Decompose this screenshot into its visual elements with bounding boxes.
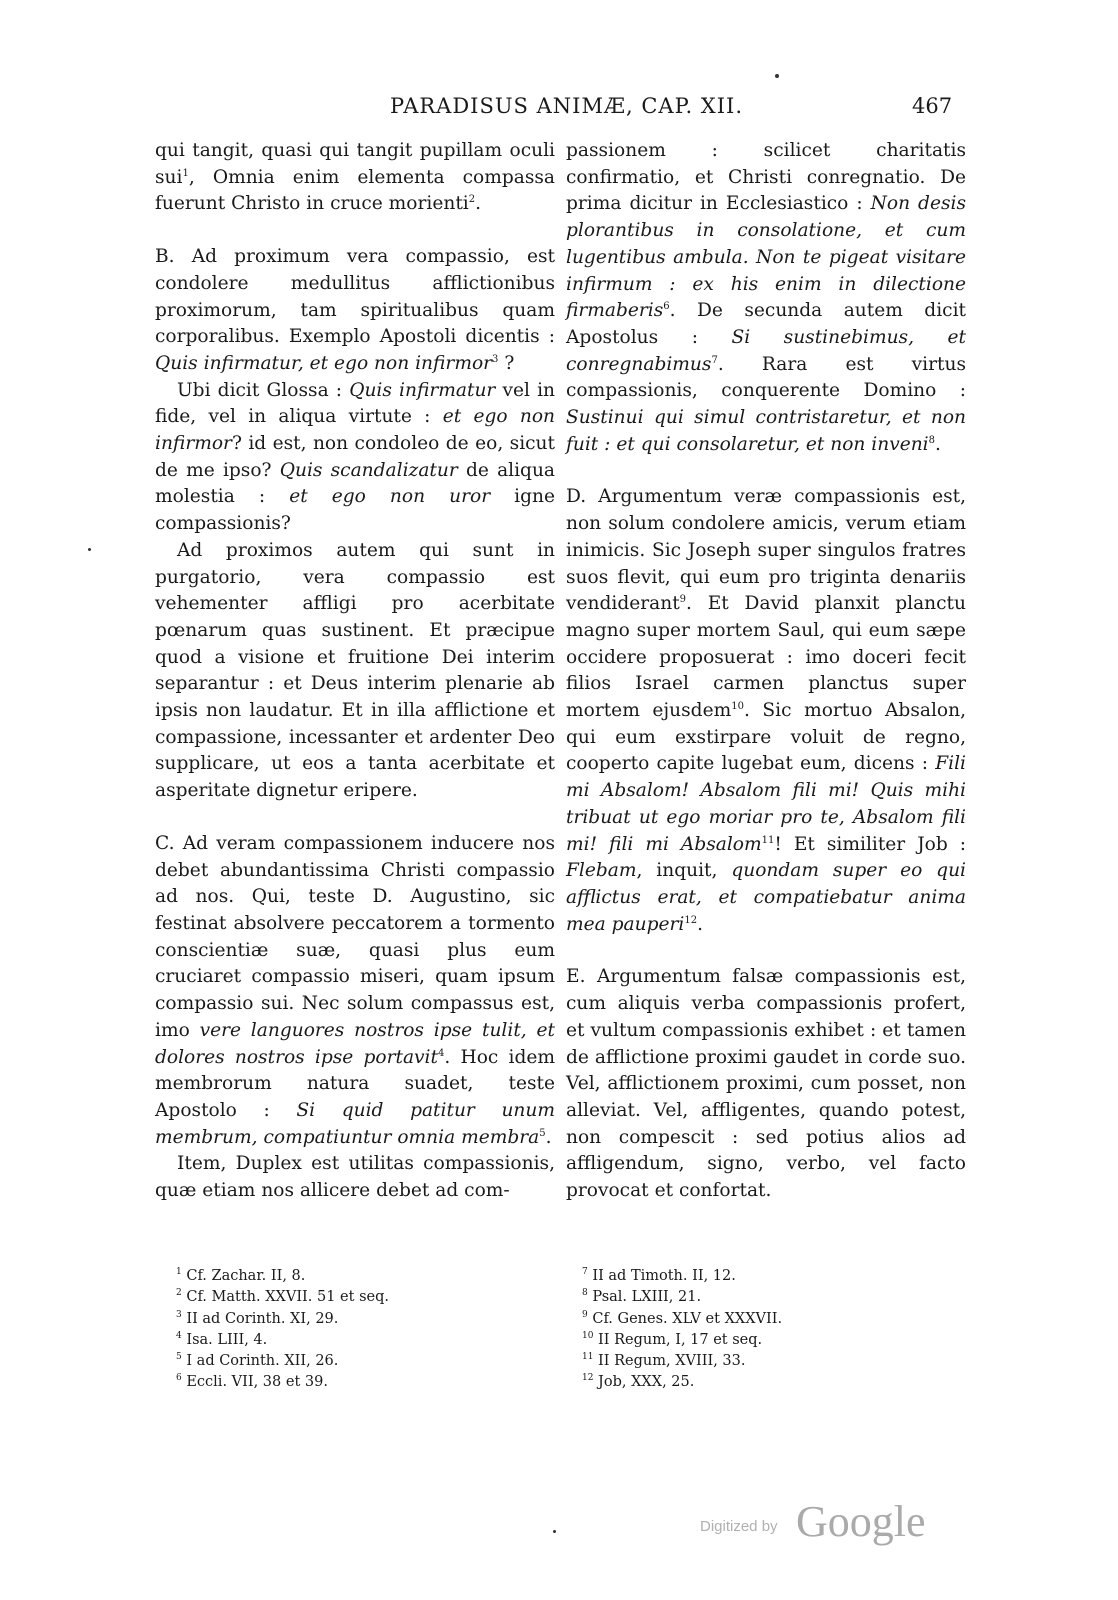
footnote — [176, 1372, 556, 1393]
text-run: . — [475, 193, 482, 215]
italic-quote: vere languores nostros ipse tulit, et dolores nostros ipse portavit — [155, 1019, 555, 1068]
italic-quote: Non desis plorantibus in consolatione, et cum lugentibus ambula. Non te pigeat visitare infirmum : ex his enim in dilectione firmaberis — [566, 193, 966, 322]
footnote — [176, 1287, 556, 1308]
watermark-prefix: Digitized by — [700, 1518, 778, 1535]
text-run: Item, Duplex est utilitas compassionis, quæ etiam nos allicere debet ad com- — [155, 1153, 555, 1202]
footnote-number: 4 — [176, 1331, 182, 1342]
footnote-number: 6 — [176, 1373, 182, 1384]
footnote-ref: 11 — [761, 834, 775, 846]
footnote-text: Cf. Genes. XLV et XXXVII. — [587, 1310, 783, 1327]
footnote-number: 1 — [176, 1267, 182, 1278]
footnote — [582, 1309, 962, 1330]
footnote-number: 5 — [176, 1352, 182, 1363]
text-run: passionem : scilicet charitatis confirmatio, et Christi conregnatio. De prima dicitur in Ecclesiastico : — [566, 140, 966, 215]
text-run: . De secunda autem dicit Apostolus : — [566, 300, 966, 348]
google-logo: Google — [796, 1497, 926, 1546]
text-run: D. Argumentum veræ compassionis est, non solum condolere amicis, verum etiam inimicis. Sic Joseph super singulos fratres suos flevit, qui eum pro triginta denariis vendiderant — [566, 486, 966, 615]
footnote — [582, 1287, 962, 1308]
text-run: E. Argumentum falsæ compassionis est, cum aliquis verba compassionis profert, et vultum compassionis exhibet : et tamen de afflictione proximi gaudet in corde suo. Vel, afflictionem proximi, cum posset, non alleviat. Vel, affligentes, quando potest, non compescit : sed potius alios ad affligendum, signo, verbo, vel facto provocat et confortat. — [566, 966, 966, 1202]
italic-quote: Sustinui qui simul contristaretur, et non fuit : et qui consolaretur, et non inveni — [566, 407, 966, 455]
italic-quote: Si sustinebimus, et conregnabimus — [566, 326, 966, 375]
scan-speck — [775, 74, 779, 78]
text-run: . Rara est virtus compassionis, conquerente Domino : — [566, 353, 966, 402]
paragraph — [155, 538, 555, 805]
paragraph — [155, 1151, 555, 1204]
footnote — [582, 1372, 962, 1393]
footnote-text: II ad Corinth. XI, 29. — [181, 1310, 339, 1327]
footnote-ref: 3 — [492, 353, 499, 365]
text-run: C. Ad veram compassionem inducere nos debet abundantissima Christi compassio ad nos. Qui, teste D. Augustino, sic festinat absolvere peccatorem a tormento conscientiæ suæ, quasi plus eum cruciaret compassio miseri, quam ipsum compassio sui. Nec solum compassus est, imo — [155, 832, 555, 1041]
italic-quote: et ego non infirmor — [155, 406, 555, 455]
footnote-number: 8 — [582, 1288, 588, 1299]
digitized-by-google-watermark — [700, 1496, 940, 1544]
footnote-number: 11 — [582, 1352, 594, 1363]
footnote-number: 2 — [176, 1288, 182, 1299]
footnote-ref: 8 — [928, 434, 936, 446]
italic-quote: Quis infirmatur, et ego non infirmor — [155, 352, 493, 374]
footnote-text: Isa. LIII, 4. — [181, 1331, 268, 1348]
text-run: B. Ad proximum vera compassio, est condolere medullitus afflictionibus proximorum, tam spiritualibus quam corporalibus. Exemplo Apostoli dicentis : — [155, 246, 555, 348]
italic-quote: quondam super eo qui afflictus erat, et compatiebatur anima mea pauperi — [566, 860, 966, 935]
footnote — [582, 1351, 962, 1372]
text-run: Ad proximos autem qui sunt in purgatorio, vera compassio est vehementer affligi pro acerbitate pœnarum quas sustinent. Et præcipue quod a visione et fruitione Dei interim separantur : et Deus interim plenarie ab ipsis non laudatur. Et in illa afflictione et compassione, incessanter et ardenter Deo supplicare, ut eos a tanta acerbitate et asperitate dignetur eripere. — [155, 539, 555, 802]
footnote-text: Eccli. VII, 38 et 39. — [181, 1374, 328, 1391]
text-run: . Et David planxit planctu magno super mortem Saul, qui eum sæpe occidere proposuerat : imo doceri fecit filios Israel carmen planctus super mortem ejusdem — [566, 593, 966, 722]
text-run: Ubi dicit Glossa : — [177, 379, 350, 401]
paragraph — [155, 244, 555, 378]
footnote-number: 3 — [176, 1309, 182, 1320]
footnote-number: 9 — [582, 1309, 588, 1320]
right-text-column — [566, 138, 966, 1205]
paragraph — [155, 831, 555, 1151]
paragraph — [155, 138, 555, 218]
text-run: qui tangit, quasi qui tangit pupillam oculi sui — [155, 140, 555, 188]
text-run: . — [545, 1126, 552, 1148]
paragraph — [566, 964, 966, 1204]
scan-speck — [553, 1530, 556, 1533]
footnote-ref: 7 — [711, 354, 718, 366]
italic-quote: et ego non uror — [289, 486, 491, 508]
footnote-ref: 10 — [731, 700, 744, 712]
footnote-text: Cf. Matth. XXVII. 51 et seq. — [181, 1289, 389, 1306]
text-run: vel in fide, vel in aliqua virtute : — [155, 379, 555, 428]
footnote — [582, 1266, 962, 1287]
page-number: 467 — [912, 94, 953, 118]
paragraph — [566, 138, 966, 458]
running-header — [0, 94, 1118, 128]
text-run: de aliqua molestia : — [155, 459, 556, 508]
footnote-text: II ad Timoth. II, 12. — [587, 1268, 736, 1284]
footnote-text: Cf. Zachar. II, 8. — [181, 1268, 306, 1284]
footnote-text: I ad Corinth. XII, 26. — [181, 1353, 339, 1370]
footnote-ref: 2 — [468, 194, 476, 206]
footnotes-left — [176, 1266, 556, 1394]
footnote — [176, 1330, 556, 1351]
footnote-ref: 5 — [539, 1127, 546, 1139]
italic-quote: Fili mi Absalom! Absalom fili mi! Quis mihi tribuat ut ego moriar pro te, Absalom fili mi! fili mi Absalom — [566, 753, 966, 855]
text-run: , inquit, — [636, 860, 732, 882]
footnote-ref: 1 — [182, 167, 189, 179]
footnote-text: Job, XXX, 25. — [593, 1374, 695, 1391]
footnote-text: II Regum, I, 17 et seq. — [593, 1331, 763, 1348]
footnote-number: 10 — [582, 1331, 594, 1342]
footnote-text: II Regum, XVIII, 33. — [593, 1353, 746, 1370]
scan-speck — [88, 548, 91, 551]
text-run: ? id est, non condoleo de eo, sicut de me ipso? — [155, 433, 555, 481]
italic-quote: Quis infirmatur — [349, 379, 496, 401]
footnote-ref: 4 — [437, 1047, 445, 1059]
text-run: ! Et similiter Job : — [774, 833, 966, 855]
footnote-number: 7 — [582, 1267, 588, 1278]
paragraph — [155, 378, 555, 538]
text-run: . Hoc idem membrorum natura suadet, teste Apostolo : — [155, 1046, 555, 1121]
footnote — [176, 1351, 556, 1372]
text-run: . — [935, 433, 941, 455]
footnote — [582, 1330, 962, 1351]
text-run: , Omnia enim elementa compassa fuerunt Christo in cruce morienti — [155, 166, 555, 215]
footnote — [176, 1309, 556, 1330]
italic-quote: Quis scandalizatur — [279, 459, 458, 481]
text-run: . — [697, 913, 703, 935]
footnote-text: Psal. LXIII, 21. — [587, 1289, 702, 1306]
footnotes-right — [582, 1266, 962, 1394]
text-run: . Sic mortuo Absalon, qui eum exstirpare voluit de regno, cooperto capite lugebat eum, dicens : — [566, 700, 966, 775]
left-text-column — [155, 138, 555, 1205]
italic-quote: Flebam — [566, 860, 637, 882]
footnote-ref: 12 — [684, 914, 698, 926]
running-head-title: PARADISUS ANIMÆ, CAP. XII. — [390, 94, 744, 118]
footnote-ref: 9 — [679, 594, 687, 606]
footnote — [176, 1266, 556, 1287]
footnote-ref: 6 — [663, 301, 670, 313]
text-run: igne compassionis? — [155, 486, 555, 535]
footnote-number: 12 — [582, 1373, 594, 1384]
paragraph — [566, 484, 966, 938]
italic-quote: Si quid patitur unum membrum, compatiuntur omnia membra — [155, 1099, 555, 1148]
text-run: ? — [498, 352, 515, 374]
